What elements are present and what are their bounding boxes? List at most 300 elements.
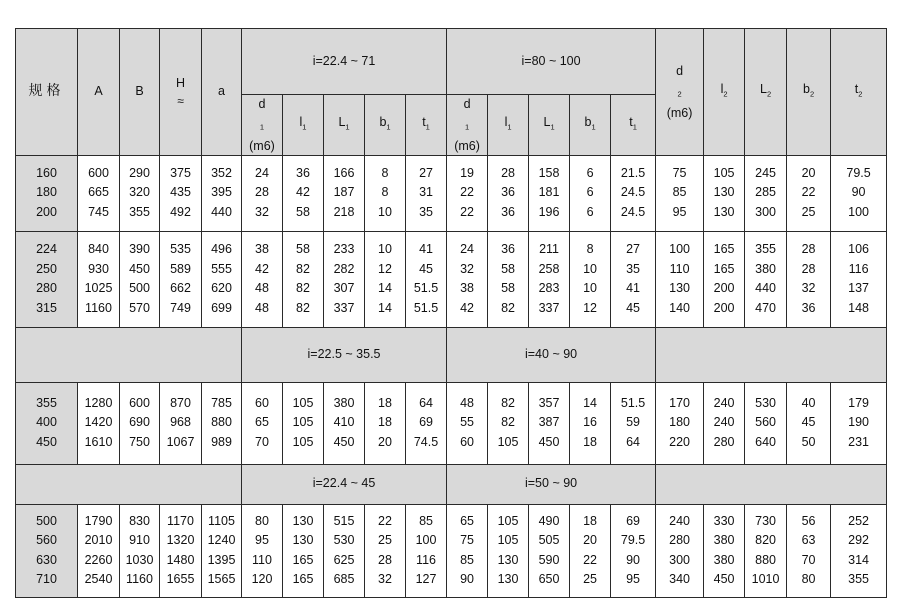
spec-cell (16, 382, 78, 464)
cell-value: 1280 (84, 395, 113, 410)
cell-value: 95 (672, 204, 687, 219)
cell-value: 2260 (84, 552, 113, 567)
table-cell (488, 504, 529, 597)
header-g2-d1-symbol (447, 95, 487, 137)
header-l2-sub: 2 (723, 89, 728, 99)
table-cell (120, 382, 160, 464)
cell-value: 280 (713, 434, 735, 449)
header-g2-L1-letter: L (543, 114, 551, 129)
table-cell (704, 155, 745, 231)
cell-value: 620 (211, 281, 232, 295)
cell-value: 355 (129, 204, 150, 219)
header-g1-d1 (242, 95, 283, 156)
spec-value: 250 (36, 261, 57, 276)
header-g1-L1-letter: L (338, 114, 346, 129)
cell-value: 1025 (84, 281, 113, 295)
spec-value: 355 (36, 395, 57, 410)
header-d2-letter: d (676, 64, 684, 78)
cell-value: 2010 (84, 533, 113, 547)
cell-value: 355 (755, 242, 776, 256)
cell-value: 1565 (207, 572, 236, 586)
cell-value: 120 (251, 572, 273, 586)
table-cell (656, 382, 704, 464)
cell-value: 75 (460, 533, 474, 547)
table-row (16, 155, 887, 231)
cell-value: 170 (669, 395, 690, 410)
cell-value: 130 (292, 513, 314, 528)
cell-value: 22 (378, 513, 392, 528)
cell-value: 930 (88, 261, 109, 276)
cell-value: 1655 (166, 572, 195, 586)
cell-value: 625 (333, 552, 355, 567)
cell-value: 25 (583, 572, 597, 586)
cell-value: 8 (381, 165, 389, 180)
spec-value: 500 (36, 513, 57, 528)
table-cell (570, 504, 611, 597)
cell-value: 830 (129, 513, 150, 528)
cell-value: 42 (460, 300, 474, 315)
cell-value: 181 (538, 185, 560, 200)
header-d2-sub: 2 (677, 89, 682, 99)
table-cell (447, 382, 488, 464)
cell-value: 130 (669, 281, 690, 295)
header-L2-sub: 2 (766, 89, 772, 99)
cell-value: 63 (801, 533, 816, 547)
cell-value: 32 (801, 281, 816, 295)
table-cell (831, 382, 887, 464)
cell-value: 105 (713, 165, 735, 180)
table-cell (202, 382, 242, 464)
table-cell (745, 231, 787, 327)
table-cell (283, 382, 324, 464)
cell-value: 231 (848, 434, 869, 449)
header-d2-symbol (656, 62, 703, 104)
cell-value: 440 (211, 204, 232, 219)
table-cell (324, 504, 365, 597)
cell-value: 28 (378, 552, 392, 567)
cell-value: 1030 (125, 552, 154, 567)
header-g2-d1 (447, 95, 488, 156)
cell-value: 690 (129, 415, 150, 430)
spec-value: 200 (36, 204, 57, 219)
spec-value: 400 (36, 415, 57, 430)
cell-value: 750 (129, 434, 150, 449)
cell-value: 27 (626, 242, 640, 256)
cell-value: 24 (460, 242, 474, 256)
cell-value: 100 (669, 242, 690, 256)
header-g2-l1-sub: 1 (507, 122, 512, 132)
cell-value: 699 (211, 300, 232, 315)
cell-value: 90 (851, 185, 866, 200)
header-L2-letter: L (760, 81, 767, 96)
cell-value: 282 (333, 261, 355, 276)
cell-value: 24.5 (620, 204, 646, 219)
table-cell (406, 155, 447, 231)
cell-value: 337 (538, 300, 560, 315)
table-row (16, 382, 887, 464)
cell-value: 127 (415, 572, 437, 586)
header-g1-b1-sub: 1 (386, 122, 391, 132)
cell-value: 55 (460, 415, 474, 430)
header-g2-d1-sub: 1 (464, 122, 470, 132)
cell-value: 640 (755, 434, 776, 449)
cell-value: 105 (497, 434, 519, 449)
table-cell (831, 231, 887, 327)
table-cell (831, 155, 887, 231)
cell-value: 450 (129, 261, 150, 276)
cell-value: 749 (170, 300, 191, 315)
cell-value: 685 (333, 572, 355, 586)
header-b2 (787, 29, 831, 156)
cell-value: 158 (538, 165, 560, 180)
cell-value: 283 (538, 281, 560, 295)
cell-value: 90 (460, 572, 474, 586)
cell-value: 2540 (84, 572, 113, 586)
cell-value: 79.5 (846, 165, 871, 180)
cell-value: 410 (333, 415, 355, 430)
cell-value: 24 (255, 165, 269, 180)
table-cell (160, 155, 202, 231)
header-L2 (745, 29, 787, 156)
header-g2-L1 (529, 95, 570, 156)
cell-value: 25 (801, 204, 816, 219)
table-cell (78, 382, 120, 464)
cell-value: 48 (460, 395, 474, 410)
cell-value: 18 (583, 513, 597, 528)
header-g1-d1-symbol (242, 95, 282, 137)
table-cell (324, 382, 365, 464)
cell-value: 380 (713, 552, 735, 567)
cell-value: 100 (848, 204, 869, 219)
header-g2-l1 (488, 95, 529, 156)
spec-value: 280 (36, 281, 57, 295)
cell-value: 880 (755, 552, 776, 567)
table-cell (202, 504, 242, 597)
cell-value: 22 (801, 185, 816, 200)
cell-value: 6 (586, 204, 594, 219)
spec-cell (16, 155, 78, 231)
cell-value: 1067 (166, 434, 195, 449)
cell-value: 79.5 (620, 533, 646, 547)
cell-value: 395 (211, 185, 232, 200)
table-cell (406, 504, 447, 597)
cell-value: 6 (586, 185, 594, 200)
cell-value: 70 (801, 552, 816, 567)
table-cell (202, 155, 242, 231)
cell-value: 70 (255, 434, 269, 449)
spec-value: 450 (36, 434, 57, 449)
header-spec (16, 29, 78, 156)
cell-value: 240 (713, 415, 735, 430)
cell-value: 58 (501, 281, 515, 295)
cell-value: 42 (255, 261, 269, 276)
header-g1-l1-sub: 1 (302, 122, 307, 132)
cell-value: 1240 (207, 533, 236, 547)
cell-value: 82 (501, 415, 515, 430)
separator-g1-title: i=22.5 ~ 35.5 (242, 327, 447, 382)
header-g2-d1-letter: d (463, 97, 471, 111)
header-g1-t1-sub: 1 (425, 122, 430, 132)
cell-value: 45 (626, 300, 640, 315)
table-cell (447, 504, 488, 597)
cell-value: 165 (292, 572, 314, 586)
separator-g2-title: i=40 ~ 90 (447, 327, 656, 382)
table-cell (78, 231, 120, 327)
cell-value: 450 (538, 434, 560, 449)
table-cell (704, 231, 745, 327)
cell-value: 180 (669, 415, 690, 430)
cell-value: 179 (848, 395, 869, 410)
cell-value: 6 (586, 165, 594, 180)
dimension-table (15, 28, 887, 598)
table-cell (120, 504, 160, 597)
table-cell (283, 504, 324, 597)
spec-cell (16, 231, 78, 327)
header-t2 (831, 29, 887, 156)
cell-value: 662 (170, 281, 191, 295)
cell-value: 820 (755, 533, 776, 547)
cell-value: 18 (378, 395, 392, 410)
separator-blank (16, 327, 242, 382)
cell-value: 75 (672, 165, 687, 180)
table-cell (787, 155, 831, 231)
cell-value: 82 (501, 395, 515, 410)
header-l2-letter: l (720, 81, 724, 96)
header-g1-l1 (283, 95, 324, 156)
cell-value: 105 (497, 513, 519, 528)
table-cell (78, 155, 120, 231)
spec-value: 630 (36, 552, 57, 567)
cell-value: 82 (296, 261, 310, 276)
cell-value: 48 (255, 300, 269, 315)
cell-value: 10 (378, 242, 392, 256)
cell-value: 105 (292, 434, 314, 449)
header-d2-unit: (m6) (666, 105, 693, 120)
cell-value: 90 (626, 552, 640, 567)
table-cell (787, 231, 831, 327)
cell-value: 22 (583, 552, 597, 567)
cell-value: 36 (501, 242, 515, 256)
table-cell (488, 155, 529, 231)
cell-value: 110 (669, 261, 690, 276)
cell-value: 910 (129, 533, 150, 547)
cell-value: 45 (419, 261, 433, 276)
table-cell (202, 231, 242, 327)
table-cell (611, 382, 656, 464)
cell-value: 56 (801, 513, 816, 528)
cell-value: 28 (801, 242, 816, 256)
table-cell (365, 155, 406, 231)
cell-value: 106 (848, 242, 869, 256)
cell-value: 22 (460, 185, 474, 200)
cell-value: 555 (211, 261, 232, 276)
cell-value: 50 (801, 434, 816, 449)
header-g2-b1-sub: 1 (591, 122, 596, 132)
cell-value: 240 (669, 513, 690, 528)
cell-value: 200 (713, 281, 735, 295)
cell-value: 745 (88, 204, 109, 219)
cell-value: 785 (211, 395, 232, 410)
header-g2-l1-letter: l (504, 114, 508, 129)
cell-value: 48 (255, 281, 269, 295)
cell-value: 82 (501, 300, 515, 315)
table-cell (570, 382, 611, 464)
table-cell (365, 231, 406, 327)
cell-value: 285 (755, 185, 776, 200)
separator-blank (656, 464, 887, 504)
table-cell (160, 504, 202, 597)
header-g2-t1-letter: t (629, 114, 633, 129)
table-cell (447, 155, 488, 231)
header-a-upper: A (78, 29, 120, 156)
separator-g1-title: i=22.4 ~ 45 (242, 464, 447, 504)
cell-value: 200 (713, 300, 735, 315)
cell-value: 36 (501, 204, 515, 219)
cell-value: 60 (460, 434, 474, 449)
cell-value: 20 (801, 165, 816, 180)
table-cell (160, 231, 202, 327)
cell-value: 1320 (166, 533, 195, 547)
cell-value: 58 (501, 261, 515, 276)
separator-row (16, 464, 887, 504)
cell-value: 41 (626, 281, 640, 295)
cell-value: 165 (292, 552, 314, 567)
cell-value: 840 (88, 242, 109, 256)
cell-value: 65 (460, 513, 474, 528)
cell-value: 32 (255, 204, 269, 219)
cell-value: 330 (713, 513, 735, 528)
cell-value: 8 (586, 242, 594, 256)
cell-value: 18 (583, 434, 597, 449)
cell-value: 600 (88, 165, 109, 180)
table-cell (656, 155, 704, 231)
cell-value: 24.5 (620, 185, 646, 200)
cell-value: 380 (755, 261, 776, 276)
separator-blank (16, 464, 242, 504)
cell-value: 165 (713, 261, 735, 276)
header-d2 (656, 29, 704, 156)
separator-g2-title: i=50 ~ 90 (447, 464, 656, 504)
cell-value: 570 (129, 300, 150, 315)
cell-value: 45 (801, 415, 816, 430)
cell-value: 116 (416, 552, 436, 567)
cell-value: 40 (801, 395, 816, 410)
cell-value: 82 (296, 300, 310, 315)
cell-value: 28 (255, 185, 269, 200)
table-cell (704, 504, 745, 597)
table-cell (745, 504, 787, 597)
header-h-label: H (175, 75, 186, 90)
cell-value: 130 (292, 533, 314, 547)
table-cell (242, 231, 283, 327)
cell-value: 375 (170, 165, 191, 180)
cell-value: 14 (583, 395, 597, 410)
cell-value: 1160 (126, 572, 153, 586)
header-b: B (120, 29, 160, 156)
table-row (16, 231, 887, 327)
cell-value: 58 (296, 204, 310, 219)
table-cell (529, 382, 570, 464)
cell-value: 470 (755, 300, 776, 315)
cell-value: 28 (801, 261, 816, 276)
cell-value: 989 (211, 434, 232, 449)
cell-value: 1610 (84, 434, 113, 449)
cell-value: 440 (755, 281, 776, 295)
cell-value: 505 (538, 533, 560, 547)
cell-value: 65 (255, 415, 269, 430)
cell-value: 258 (538, 261, 560, 276)
cell-value: 42 (296, 185, 310, 200)
table-cell (704, 382, 745, 464)
header-g2-t1-sub: 1 (632, 122, 637, 132)
cell-value: 10 (583, 281, 597, 295)
cell-value: 31 (419, 185, 433, 200)
cell-value: 82 (296, 281, 310, 295)
header-g1-b1-letter: b (379, 114, 387, 129)
table-cell (529, 231, 570, 327)
spec-value: 224 (36, 242, 57, 256)
cell-value: 28 (501, 165, 515, 180)
separator-row (16, 327, 887, 382)
header-g1-t1-letter: t (422, 114, 426, 129)
cell-value: 95 (626, 572, 640, 586)
cell-value: 20 (583, 533, 597, 547)
cell-value: 357 (538, 395, 560, 410)
header-group1-title: i=22.4 ~ 71 (242, 29, 447, 95)
cell-value: 14 (378, 281, 392, 295)
table-cell (529, 155, 570, 231)
header-b2-sub: 2 (809, 89, 815, 99)
table-cell (324, 231, 365, 327)
cell-value: 352 (211, 165, 232, 180)
header-t2-sub: 2 (858, 89, 863, 99)
table-cell (570, 155, 611, 231)
cell-value: 240 (713, 395, 735, 410)
table-cell (78, 504, 120, 597)
cell-value: 590 (538, 552, 560, 567)
cell-value: 1160 (85, 300, 112, 315)
cell-value: 59 (626, 415, 640, 430)
cell-value: 130 (497, 572, 519, 586)
header-l2 (704, 29, 745, 156)
separator-blank (656, 327, 887, 382)
table-cell (745, 382, 787, 464)
table-cell (365, 504, 406, 597)
spec-value: 710 (36, 572, 57, 586)
cell-value: 148 (848, 300, 869, 315)
table-cell (611, 504, 656, 597)
cell-value: 41 (419, 242, 433, 256)
header-g1-t1 (406, 95, 447, 156)
cell-value: 1010 (751, 572, 780, 586)
cell-value: 74.5 (413, 434, 439, 449)
cell-value: 36 (801, 300, 816, 315)
cell-value: 51.5 (620, 395, 646, 410)
cell-value: 69 (419, 415, 433, 430)
cell-value: 27 (419, 165, 433, 180)
cell-value: 10 (583, 261, 597, 276)
cell-value: 300 (755, 204, 776, 219)
cell-value: 665 (88, 185, 109, 200)
cell-value: 387 (538, 415, 560, 430)
cell-value: 36 (501, 185, 515, 200)
cell-value: 600 (129, 395, 150, 410)
cell-value: 300 (669, 552, 690, 567)
cell-value: 10 (378, 204, 392, 219)
table-cell (283, 231, 324, 327)
table-cell (447, 231, 488, 327)
header-g2-L1-sub: 1 (550, 122, 555, 132)
